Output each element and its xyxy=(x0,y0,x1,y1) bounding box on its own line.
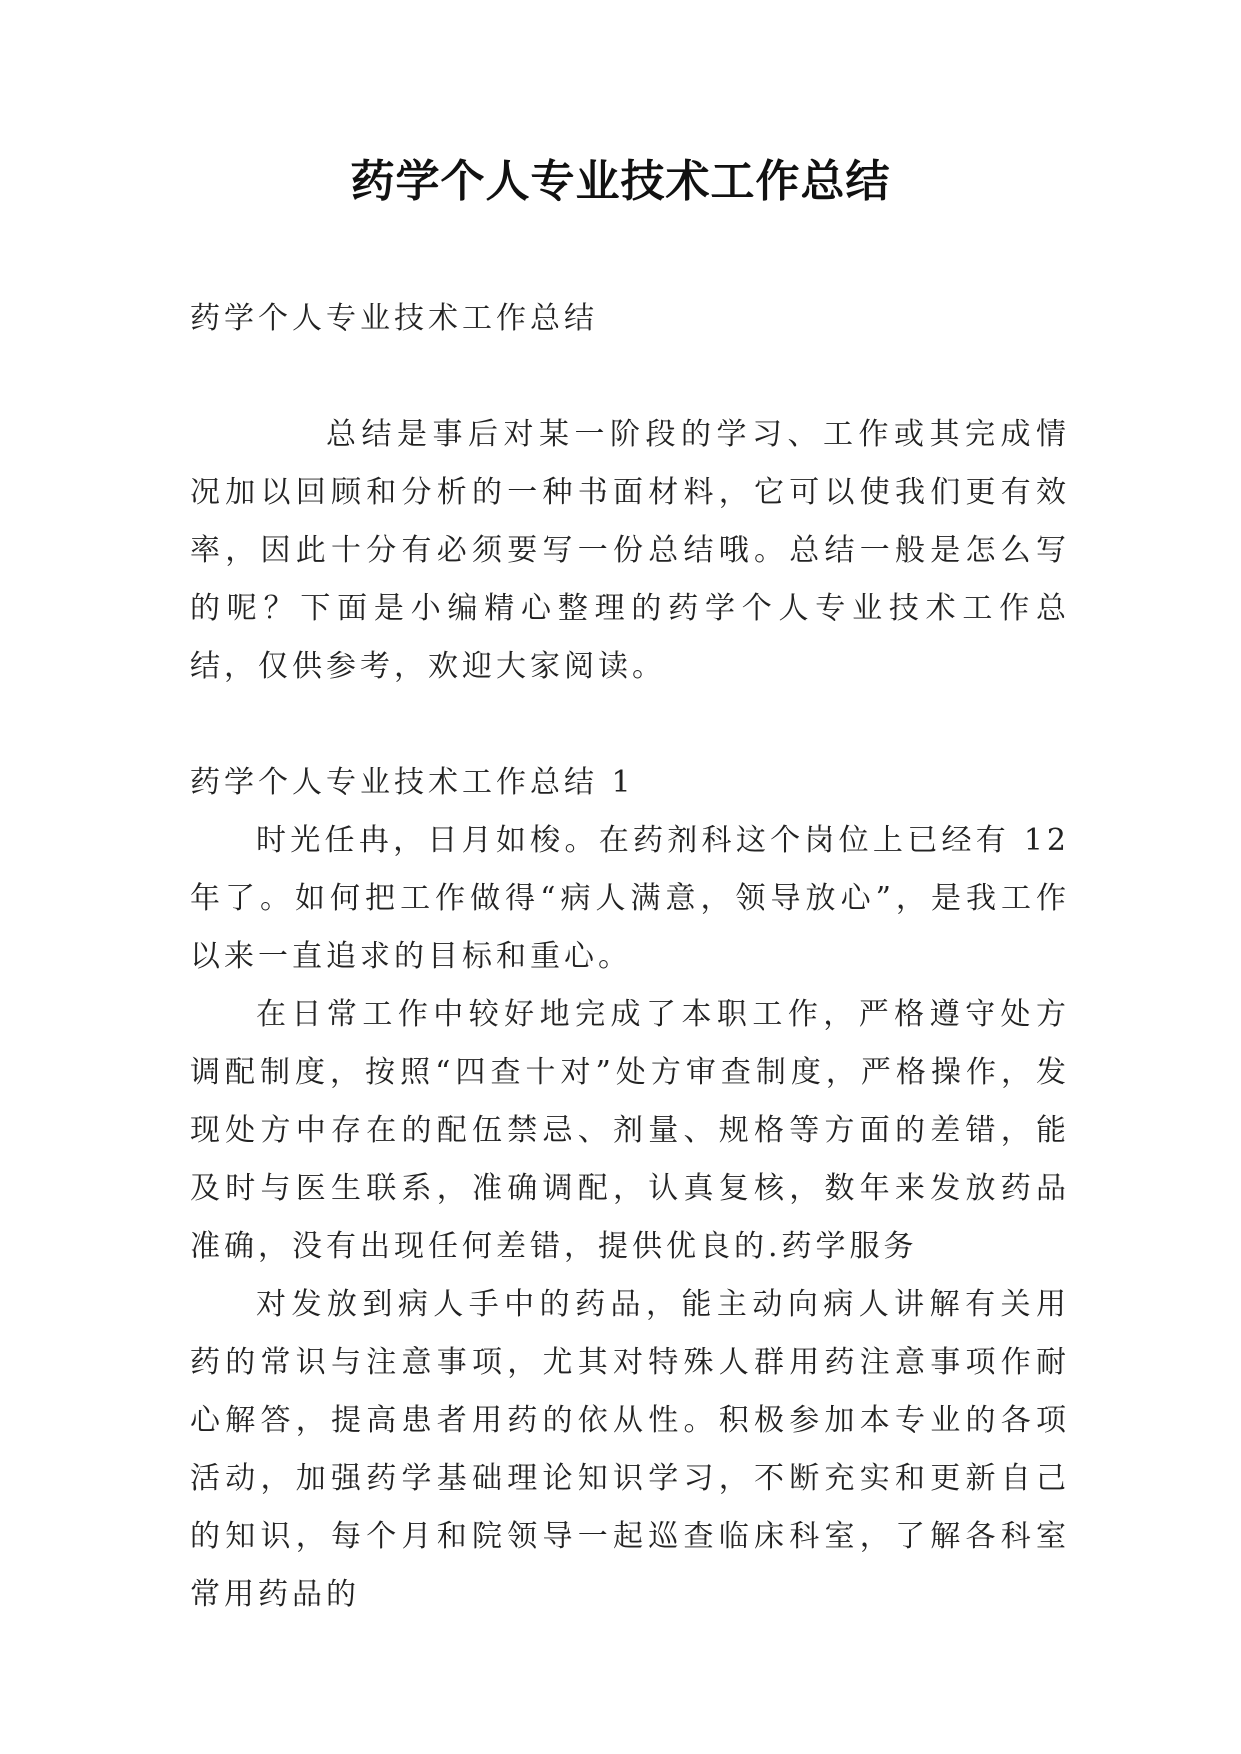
document-body xyxy=(190,290,1070,1624)
body-paragraph-1: 时光任冉，日月如梭。在药剂科这个岗位上已经有 12 年了。如何把工作做得“病人满意，领导放心”，是我工作以来一直追求的目标和重心。 xyxy=(190,823,1070,974)
body-paragraph-3: 对发放到病人手中的药品，能主动向病人讲解有关用药的常识与注意事项，尤其对特殊人群用药注意事项作耐心解答，提高患者用药的依从性。积极参加本专业的各项活动，加强药学基础理论知识学习，不断充实和更新自己的知识，每个月和院领导一起巡查临床科室，了解各科室常用药品的 xyxy=(190,1287,1070,1612)
document-subtitle: 药学个人专业技术工作总结 xyxy=(190,301,598,336)
body-paragraph-2: 在日常工作中较好地完成了本职工作，严格遵守处方调配制度，按照“四查十对”处方审查制度，严格操作，发现处方中存在的配伍禁忌、剂量、规格等方面的差错，能及时与医生联系，准确调配，认真复核，数年来发放药品准确，没有出现任何差错，提供优良的.药学服务 xyxy=(190,997,1070,1264)
section-heading: 药学个人专业技术工作总结 1 xyxy=(190,765,635,800)
document-title: 药学个人专业技术工作总结 xyxy=(350,156,891,207)
intro-paragraph: 总结是事后对某一阶段的学习、工作或其完成情况加以回顾和分析的一种书面材料，它可以使我们更有效率，因此十分有必须要写一份总结哦。总结一般是怎么写的呢？下面是小编精心整理的药学个人专业技术工作总结，仅供参考，欢迎大家阅读。 xyxy=(190,417,1070,684)
